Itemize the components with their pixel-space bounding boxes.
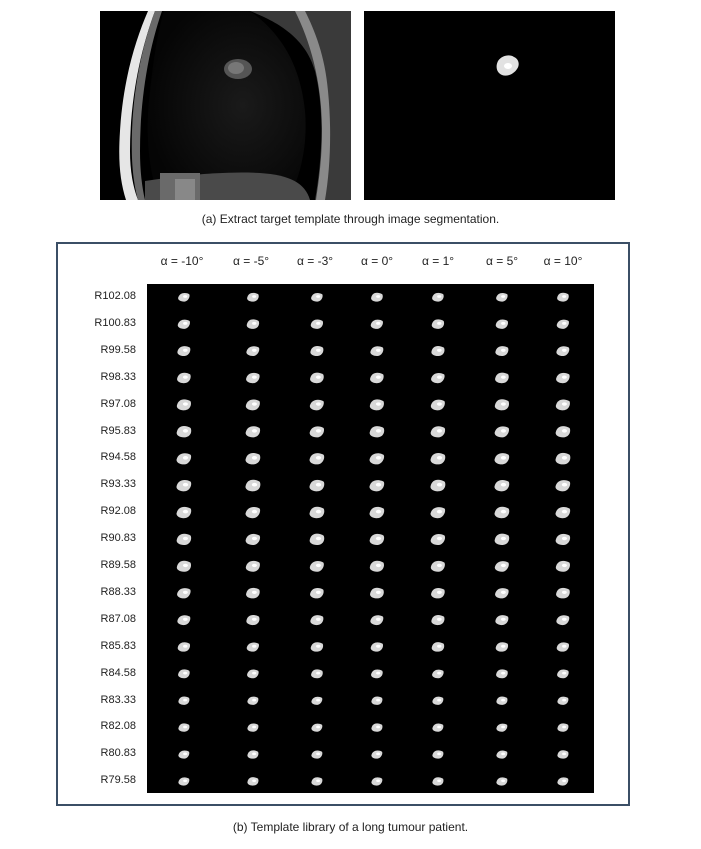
- tumour-highlight: [376, 564, 381, 567]
- tumour-highlight: [437, 699, 441, 702]
- tumour-highlight: [562, 753, 566, 756]
- tumour-highlight: [252, 672, 256, 675]
- tumour-highlight: [316, 295, 320, 298]
- tumour-highlight: [316, 618, 321, 621]
- tumour-highlight: [376, 429, 381, 433]
- tumour-highlight: [183, 779, 187, 782]
- tumour-highlight: [316, 591, 321, 594]
- tumour-highlight: [316, 726, 320, 729]
- tumour-highlight: [501, 322, 505, 325]
- tumour-highlight: [183, 510, 188, 514]
- tumour-highlight: [316, 779, 320, 782]
- tumour-highlight: [316, 483, 321, 487]
- angle-label: α = 5°: [485, 254, 519, 268]
- tumour-highlight: [562, 699, 566, 702]
- tumour-highlight: [183, 564, 188, 567]
- tumour-highlight: [376, 483, 381, 487]
- tumour-highlight: [183, 537, 188, 541]
- tumour-highlight: [316, 349, 321, 352]
- row-label: R87.08: [100, 612, 136, 625]
- tumour-highlight: [437, 537, 442, 541]
- row-label: R83.33: [100, 693, 136, 706]
- tumour-highlight: [501, 349, 506, 352]
- tumour-highlight: [252, 591, 257, 594]
- row-label: R80.83: [100, 747, 136, 760]
- row-label: R85.83: [100, 639, 136, 652]
- tumour-highlight: [562, 483, 567, 487]
- tumour-highlight: [183, 753, 187, 756]
- tumour-highlight: [183, 726, 187, 729]
- tumour-highlight: [252, 779, 256, 782]
- row-label: R98.33: [100, 370, 136, 383]
- tumour-highlight: [501, 295, 505, 298]
- tumour-highlight: [562, 402, 567, 405]
- tumour-highlight: [562, 645, 566, 648]
- tumour-highlight: [376, 699, 380, 702]
- tumour-highlight: [376, 537, 381, 541]
- row-label: R95.83: [100, 424, 136, 437]
- tumour-highlight: [501, 591, 506, 594]
- tumour-highlight: [376, 402, 381, 405]
- tumour-highlight: [183, 429, 188, 433]
- row-label: R79.58: [100, 774, 136, 787]
- tumour-highlight: [501, 672, 505, 675]
- tumour-highlight: [376, 349, 381, 352]
- tumour-highlight: [501, 779, 505, 782]
- tumour-highlight: [562, 564, 567, 567]
- tumour-highlight: [183, 618, 188, 621]
- tumour-highlight: [316, 753, 320, 756]
- tumour-highlight: [562, 672, 566, 675]
- tumour-highlight: [316, 429, 321, 433]
- tumour-highlight: [501, 456, 506, 460]
- tumour-highlight: [501, 402, 506, 405]
- row-label: R90.83: [100, 532, 136, 545]
- angle-label: α = 0°: [360, 254, 394, 268]
- angle-label: α = -10°: [160, 254, 204, 268]
- tumour-highlight: [183, 456, 188, 460]
- tumour-highlight: [501, 483, 506, 487]
- tumour-highlight: [437, 645, 441, 648]
- tumour-highlight: [501, 618, 506, 621]
- row-label: R94.58: [100, 451, 136, 464]
- tumour-highlight: [562, 591, 567, 594]
- segmented-tumour-image: [364, 11, 615, 200]
- tumour-highlight: [562, 537, 567, 541]
- row-label: R93.33: [100, 478, 136, 491]
- angle-label: α = -3°: [296, 254, 334, 268]
- tumour-highlight: [183, 699, 187, 702]
- tumour-highlight: [252, 295, 256, 298]
- tumour-highlight: [252, 564, 257, 567]
- tumour-highlight: [183, 591, 188, 594]
- tumour-highlight: [252, 618, 257, 621]
- tumour-highlight: [562, 322, 566, 325]
- tumour-highlight: [376, 376, 381, 379]
- tumour-highlight: [316, 564, 321, 567]
- tumour-highlight: [376, 510, 381, 514]
- tumour-highlight: [252, 699, 256, 702]
- tumour-highlight: [183, 483, 188, 487]
- tumour-highlight: [252, 322, 256, 325]
- tumour-highlight: [316, 456, 321, 460]
- tumour-highlight: [437, 510, 442, 514]
- tumour-highlight: [437, 456, 442, 460]
- tumour-highlight: [183, 402, 188, 405]
- tumour-highlight: [501, 376, 506, 379]
- tumour-highlight: [183, 322, 187, 325]
- row-label: R102.08: [94, 290, 136, 302]
- tumour-highlight: [183, 295, 187, 298]
- tumour-highlight: [316, 672, 320, 675]
- row-label: R82.08: [100, 720, 136, 733]
- tumour-highlight: [562, 349, 567, 352]
- tumour-highlight: [252, 753, 256, 756]
- tumour-highlight: [437, 483, 442, 487]
- tumour-highlight: [376, 779, 380, 782]
- tumour-highlight: [562, 510, 567, 514]
- angle-label: α = 1°: [421, 254, 455, 268]
- tumour-highlight: [183, 672, 187, 675]
- tumour-highlight: [437, 591, 442, 594]
- tumour-highlight: [437, 672, 441, 675]
- tumour-highlight: [501, 429, 506, 433]
- tumour-highlight: [501, 753, 505, 756]
- tumour-highlight: [562, 295, 566, 298]
- tumour-highlight: [562, 726, 566, 729]
- tumour-highlight: [183, 645, 187, 648]
- tumour-highlight: [252, 510, 257, 514]
- tumour-highlight: [437, 753, 441, 756]
- tumour-highlight: [437, 295, 441, 298]
- tumour-highlight: [437, 564, 442, 567]
- tumour-highlight: [437, 618, 442, 621]
- angle-label: α = 10°: [543, 254, 583, 268]
- tumour-highlight: [562, 456, 567, 460]
- tumour-highlight: [376, 591, 381, 594]
- tumour-highlight: [252, 726, 256, 729]
- tumour-highlight: [437, 322, 441, 325]
- tumour-highlight: [252, 537, 257, 541]
- tumour-highlight: [376, 295, 380, 298]
- tumour-highlight: [376, 618, 381, 621]
- tumour-highlight: [376, 322, 380, 325]
- tumour-highlight: [316, 645, 320, 648]
- tumour-highlight: [316, 376, 321, 379]
- mri-scan-image: [100, 11, 351, 200]
- tumour-highlight: [252, 483, 257, 487]
- tumour-highlight: [316, 322, 320, 325]
- row-label: R97.08: [100, 397, 136, 410]
- tumour-highlight: [437, 779, 441, 782]
- tumour-highlight: [183, 349, 188, 352]
- row-label: R84.58: [100, 666, 136, 679]
- tumour-highlight: [183, 376, 188, 379]
- tumour-highlight: [501, 564, 506, 567]
- tumour-highlight: [562, 429, 567, 433]
- tumour-highlight: [252, 349, 257, 352]
- tumour-highlight: [501, 726, 505, 729]
- row-label: R99.58: [100, 343, 136, 356]
- tumour-highlight: [437, 376, 442, 379]
- tumour-highlight: [252, 376, 257, 379]
- template-library-grid: [147, 284, 594, 793]
- tumour-highlight: [252, 645, 256, 648]
- tumour-highlight: [501, 699, 505, 702]
- tumour-highlight: [501, 645, 505, 648]
- tumour-highlight: [252, 456, 257, 460]
- row-label: R100.83: [94, 316, 136, 329]
- tumour-highlight: [376, 753, 380, 756]
- tumour-highlight: [316, 402, 321, 405]
- row-label: R89.58: [100, 559, 136, 571]
- tumour-highlight: [316, 699, 320, 702]
- tumour-highlight: [501, 537, 506, 541]
- tumour-highlight: [376, 456, 381, 460]
- caption-b: (b) Template library of a long tumour patient.: [232, 820, 469, 834]
- row-label: R88.33: [100, 585, 136, 598]
- tumour-highlight: [316, 510, 321, 514]
- tumour-highlight: [437, 429, 442, 433]
- tumour-highlight: [437, 726, 441, 729]
- tumour-highlight: [562, 376, 567, 379]
- tumour-highlight: [562, 779, 566, 782]
- tumour-highlight: [437, 402, 442, 405]
- tumour-highlight: [376, 726, 380, 729]
- tumour-highlight: [376, 645, 380, 648]
- row-label: R92.08: [100, 505, 136, 518]
- tumour-highlight: [252, 429, 257, 433]
- tumour-highlight: [501, 510, 506, 514]
- tumour-highlight: [437, 349, 442, 352]
- tumour-highlight: [252, 402, 257, 405]
- caption-a: (a) Extract target template through image segmentation.: [201, 212, 500, 226]
- tumour-highlight: [562, 618, 567, 621]
- angle-label: α = -5°: [232, 254, 270, 268]
- tumour-highlight: [376, 672, 380, 675]
- tumour-highlight: [316, 537, 321, 541]
